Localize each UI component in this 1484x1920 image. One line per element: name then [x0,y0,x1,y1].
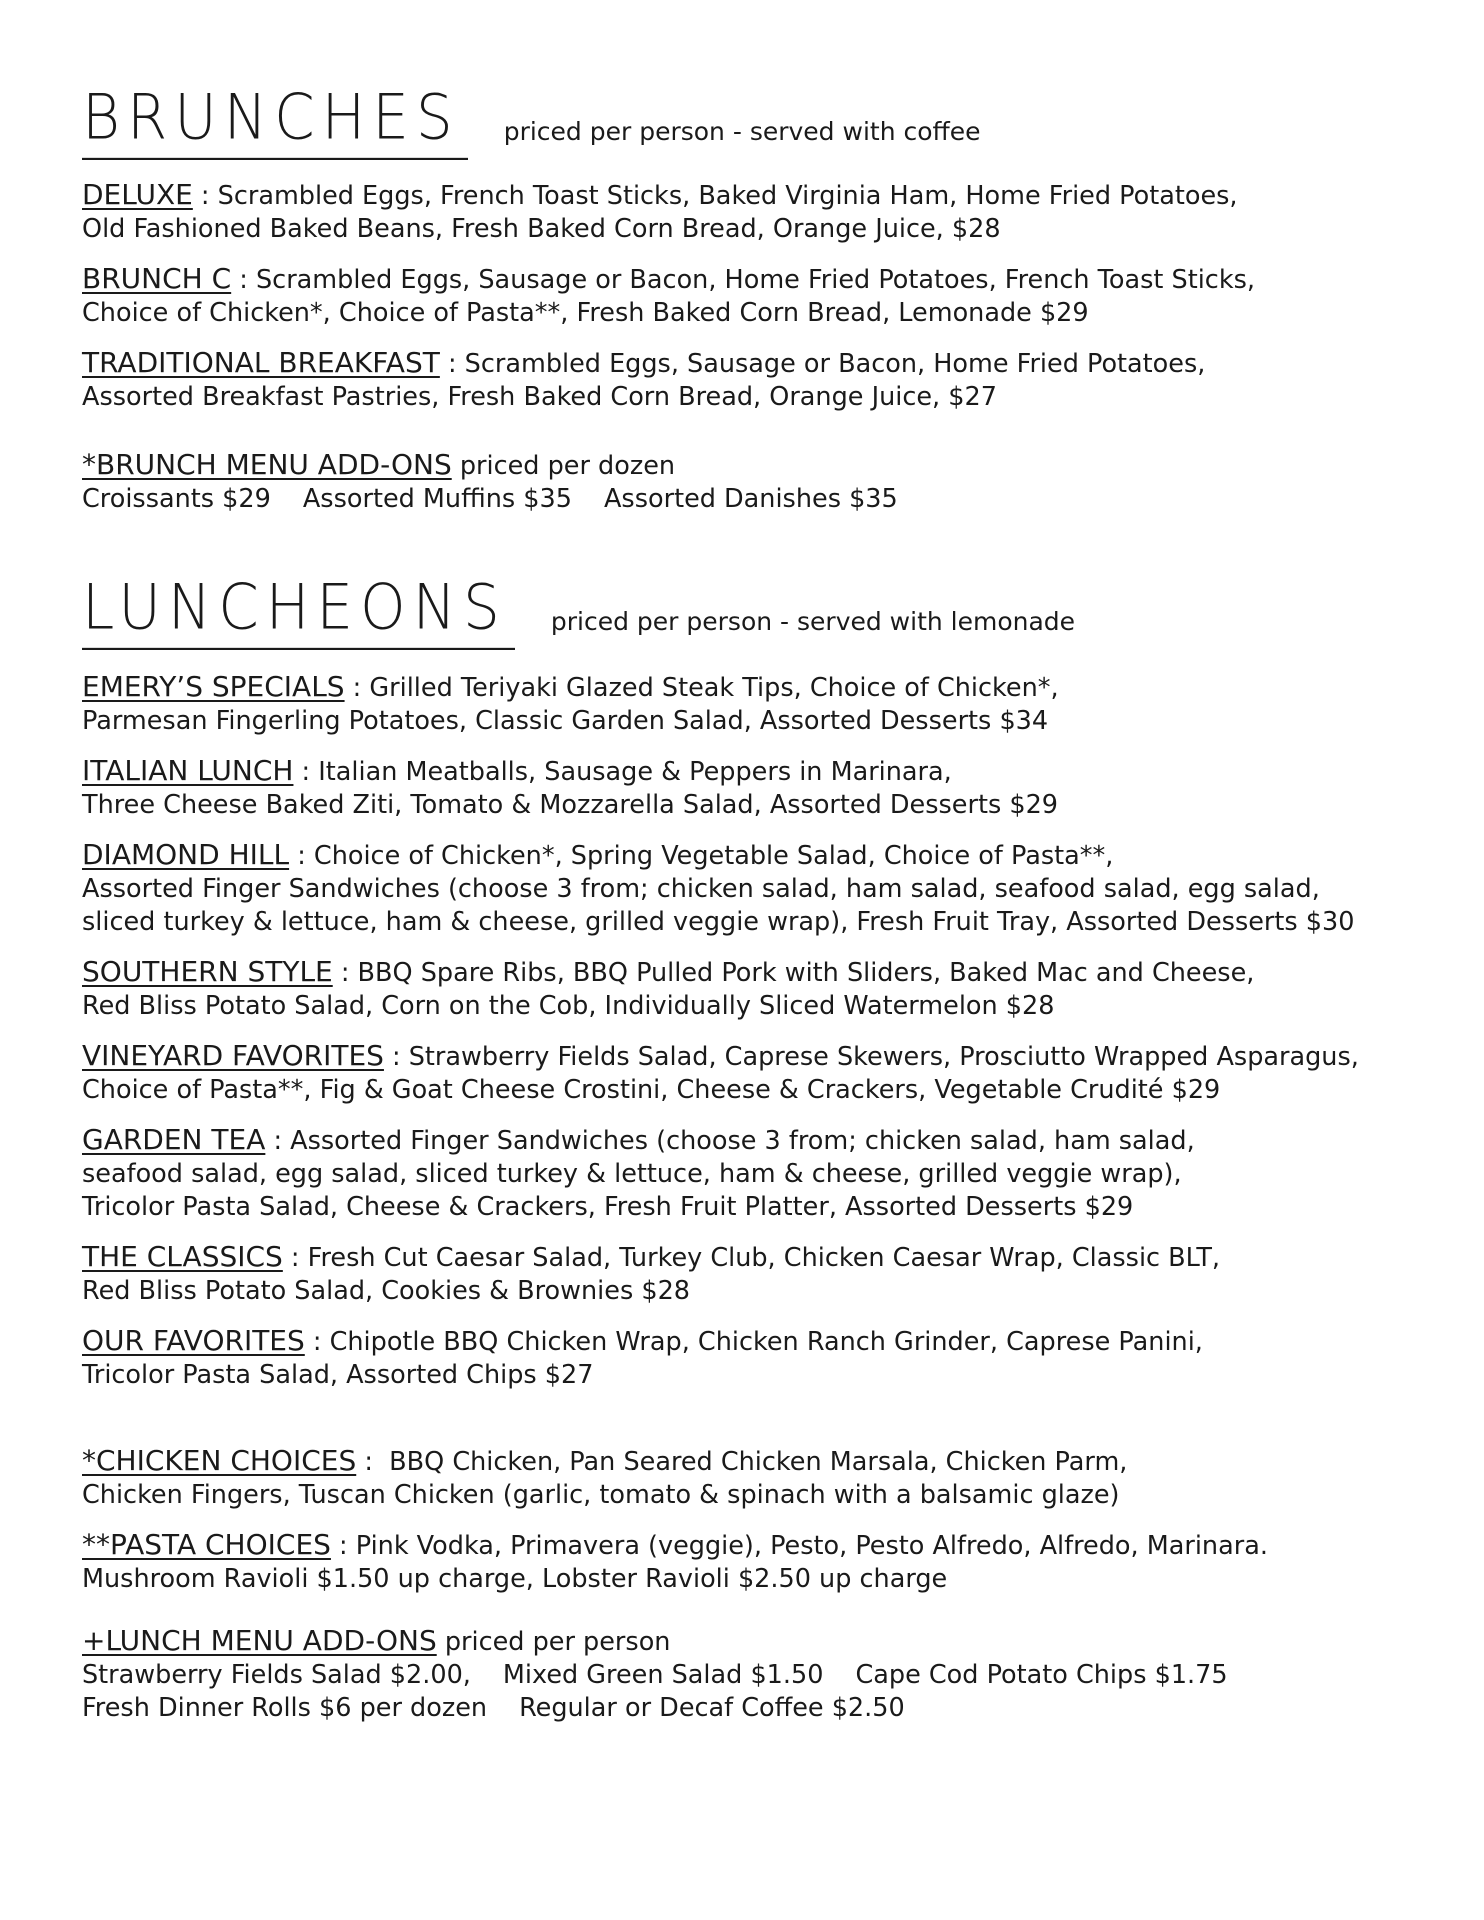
item-line: Choice of Chicken*, Spring Vegetable Salad, Choice of Pasta**, [313,841,1114,871]
menu-item: DELUXE : Scrambled Eggs, French Toast Sticks, Baked Virginia Ham, Home Fried Potatoes, Old Fashioned Baked Beans, Fresh Baked Corn Bread, Orange Juice, $28 [82,178,1238,244]
addon-entry: Cape Cod Potato Chips $1.75 [855,1660,1228,1690]
addon-entry: Fresh Dinner Rolls $6 per dozen [82,1693,488,1723]
item-name: OUR FAVORITES [82,1324,305,1357]
item-line: Italian Meatballs, Sausage & Peppers in Marinara, [318,757,952,787]
item-line: Grilled Teriyaki Glazed Steak Tips, Choice of Chicken*, [369,673,1059,703]
luncheons-heading: LUNCHEONS [82,572,515,650]
choices-section [82,1444,1462,1596]
item-name: THE CLASSICS [82,1240,283,1273]
brunch-addons-note: priced per dozen [459,451,676,481]
lunch-addons [82,1624,1462,1725]
item-name: *CHICKEN CHOICES [82,1444,357,1477]
brunches-note: priced per person - served with coffee [503,117,981,146]
menu-item: DIAMOND HILL : Choice of Chicken*, Spring Vegetable Salad, Choice of Pasta**, Assorted Finger Sandwiches (choose 3 from; chicken salad, ham salad, seafood salad, egg salad, sliced turkey & lettuce, ham & cheese, grilled veggie wrap), Fresh Fruit Tray, Assorted Desserts $30 [82,838,1355,937]
luncheons-heading-row [82,570,1462,650]
item-line: seafood salad, egg salad, sliced turkey & lettuce, ham & cheese, grilled veggie wrap), [82,1159,1182,1189]
brunches-section [82,80,1462,516]
item-line: Assorted Breakfast Pastries, Fresh Baked Corn Bread, Orange Juice, $27 [82,382,997,412]
item-line: Choice of Pasta**, Fig & Goat Cheese Crostini, Cheese & Crackers, Vegetable Crudité $29 [82,1075,1221,1105]
menu-page [82,80,1462,1725]
lunch-items [82,670,1462,1392]
item-line: BBQ Spare Ribs, BBQ Pulled Pork with Sliders, Baked Mac and Cheese, [357,958,1255,988]
addon-entry: Croissants $29 [82,484,271,514]
item-line: Strawberry Fields Salad, Caprese Skewers, Prosciutto Wrapped Asparagus, [408,1042,1359,1072]
item-line: Pink Vodka, Primavera (veggie), Pesto, Pesto Alfredo, Alfredo, Marinara. [355,1531,1268,1561]
item-line: Fresh Cut Caesar Salad, Turkey Club, Chicken Caesar Wrap, Classic BLT, [307,1243,1221,1273]
menu-item: BRUNCH C : Scrambled Eggs, Sausage or Bacon, Home Fried Potatoes, French Toast Sticks, Choice of Chicken*, Choice of Pasta**, Fresh Baked Corn Bread, Lemonade $29 [82,262,1255,328]
brunch-addons-title: *BRUNCH MENU ADD-ONS [82,448,452,481]
menu-item: TRADITIONAL BREAKFAST : Scrambled Eggs, Sausage or Bacon, Home Fried Potatoes, Assorted Breakfast Pastries, Fresh Baked Corn Bread, Orange Juice, $27 [82,346,1206,412]
menu-item: VINEYARD FAVORITES : Strawberry Fields Salad, Caprese Skewers, Prosciutto Wrapped Asparagus, Choice of Pasta**, Fig & Goat Cheese Crostini, Cheese & Crackers, Vegetable Crudité $29 [82,1039,1359,1105]
item-line: Chicken Fingers, Tuscan Chicken (garlic, tomato & spinach with a balsamic glaze) [82,1480,1120,1510]
item-line: Tricolor Pasta Salad, Assorted Chips $27 [82,1360,594,1390]
addon-entry: Regular or Decaf Coffee $2.50 [519,1693,905,1723]
item-line: BBQ Chicken, Pan Seared Chicken Marsala, Chicken Parm, [389,1447,1128,1477]
menu-item: EMERY’S SPECIALS : Grilled Teriyaki Glazed Steak Tips, Choice of Chicken*, Parmesan Fingerling Potatoes, Classic Garden Salad, Assorted Desserts $34 [82,670,1059,736]
luncheons-note: priced per person - served with lemonade [550,607,1076,636]
lunch-addons-title-row [82,1624,1462,1659]
item-name: DELUXE [82,178,193,211]
item-line: Parmesan Fingerling Potatoes, Classic Garden Salad, Assorted Desserts $34 [82,706,1049,736]
addon-entry: Mixed Green Salad $1.50 [502,1660,824,1690]
lunch-addons-row [82,1659,1462,1692]
menu-item: SOUTHERN STYLE : BBQ Spare Ribs, BBQ Pulled Pork with Sliders, Baked Mac and Cheese, Red Bliss Potato Salad, Corn on the Cob, Individually Sliced Watermelon $28 [82,955,1255,1021]
item-line: Red Bliss Potato Salad, Cookies & Brownies $28 [82,1276,691,1306]
item-line: Scrambled Eggs, Sausage or Bacon, Home Fried Potatoes, [464,349,1206,379]
brunch-items [82,178,1462,414]
item-name: EMERY’S SPECIALS [82,670,345,703]
item-line: Assorted Finger Sandwiches (choose 3 from; chicken salad, ham salad, seafood salad, egg salad, [82,874,1320,904]
item-name: VINEYARD FAVORITES [82,1039,384,1072]
item-name: ITALIAN LUNCH [82,754,294,787]
menu-item: THE CLASSICS : Fresh Cut Caesar Salad, Turkey Club, Chicken Caesar Wrap, Classic BLT, Red Bliss Potato Salad, Cookies & Brownies $28 [82,1240,1221,1306]
addon-entry: Assorted Muffins $35 [302,484,572,514]
item-line: sliced turkey & lettuce, ham & cheese, grilled veggie wrap), Fresh Fruit Tray, Assorted Desserts $30 [82,907,1355,937]
pasta-choices: **PASTA CHOICES : Pink Vodka, Primavera (veggie), Pesto, Pesto Alfredo, Alfredo, Marinara. Mushroom Ravioli $1.50 up charge, Lobster Ravioli $2.50 up charge [82,1528,1268,1594]
item-line: Chipotle BBQ Chicken Wrap, Chicken Ranch Grinder, Caprese Panini, [329,1327,1203,1357]
brunches-heading-row [82,80,1462,160]
item-line: Choice of Chicken*, Choice of Pasta**, Fresh Baked Corn Bread, Lemonade $29 [82,298,1089,328]
item-name: TRADITIONAL BREAKFAST [82,346,440,379]
brunch-addons-title-row [82,448,1462,483]
item-line: Scrambled Eggs, French Toast Sticks, Baked Virginia Ham, Home Fried Potatoes, [217,181,1238,211]
item-line: Tricolor Pasta Salad, Cheese & Crackers, Fresh Fruit Platter, Assorted Desserts $29 [82,1192,1134,1222]
brunch-addons [82,448,1462,516]
lunch-addons-row [82,1692,1462,1725]
item-name: **PASTA CHOICES [82,1528,331,1561]
menu-item: GARDEN TEA : Assorted Finger Sandwiches (choose 3 from; chicken salad, ham salad, seafood salad, egg salad, sliced turkey & lettuce, ham & cheese, grilled veggie wrap), Tricolor Pasta Salad, Cheese & Crackers, Fresh Fruit Platter, Assorted Desserts $29 [82,1123,1195,1222]
item-name: GARDEN TEA [82,1123,266,1156]
item-line: Mushroom Ravioli $1.50 up charge, Lobster Ravioli $2.50 up charge [82,1564,948,1594]
menu-item: OUR FAVORITES : Chipotle BBQ Chicken Wrap, Chicken Ranch Grinder, Caprese Panini, Tricolor Pasta Salad, Assorted Chips $27 [82,1324,1203,1390]
item-line: Three Cheese Baked Ziti, Tomato & Mozzarella Salad, Assorted Desserts $29 [82,790,1059,820]
menu-item: ITALIAN LUNCH : Italian Meatballs, Sausage & Peppers in Marinara, Three Cheese Baked Ziti, Tomato & Mozzarella Salad, Assorted Desserts $29 [82,754,1059,820]
item-line: Red Bliss Potato Salad, Corn on the Cob, Individually Sliced Watermelon $28 [82,991,1055,1021]
brunch-addons-list [82,483,1462,516]
item-line: Old Fashioned Baked Beans, Fresh Baked Corn Bread, Orange Juice, $28 [82,214,1001,244]
luncheons-section [82,570,1462,1392]
item-name: DIAMOND HILL [82,838,290,871]
chicken-choices: *CHICKEN CHOICES : BBQ Chicken, Pan Seared Chicken Marsala, Chicken Parm, Chicken Fingers, Tuscan Chicken (garlic, tomato & spinach with a balsamic glaze) [82,1444,1128,1510]
item-name: SOUTHERN STYLE [82,955,333,988]
lunch-addons-note: priced per person [444,1627,671,1657]
brunches-heading: BRUNCHES [82,82,468,160]
item-name: BRUNCH C [82,262,232,295]
item-line: Scrambled Eggs, Sausage or Bacon, Home Fried Potatoes, French Toast Sticks, [255,265,1255,295]
lunch-addons-title: +LUNCH MENU ADD-ONS [82,1624,437,1657]
addon-entry: Assorted Danishes $35 [603,484,898,514]
item-line: Assorted Finger Sandwiches (choose 3 from; chicken salad, ham salad, [290,1126,1195,1156]
addon-entry: Strawberry Fields Salad $2.00, [82,1660,471,1690]
